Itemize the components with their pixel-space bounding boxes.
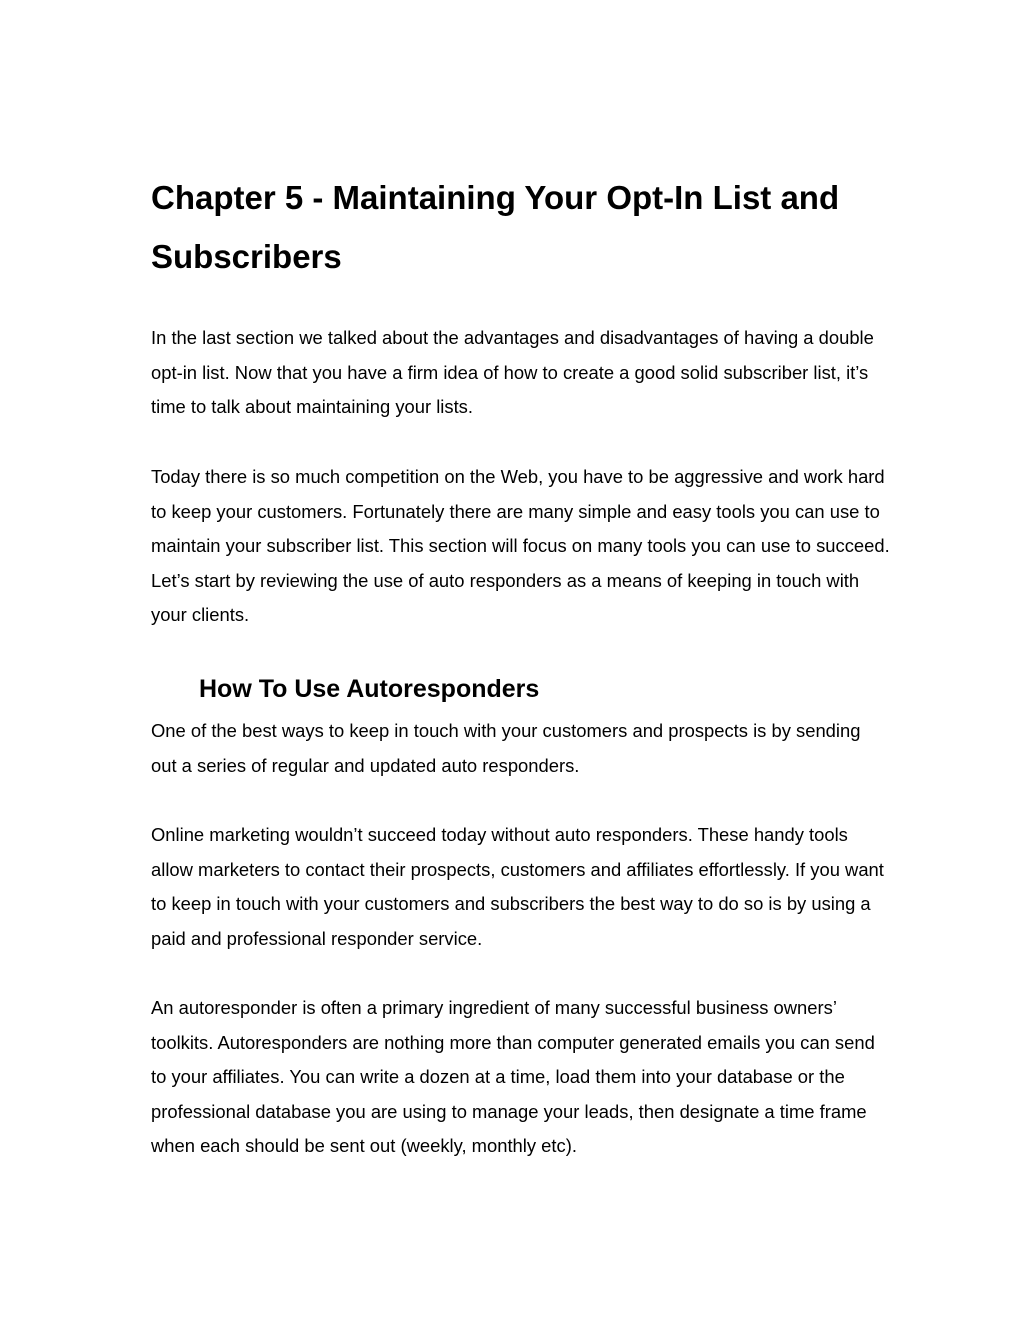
section-paragraph-3: An autoresponder is often a primary ingredient of many successful business owners’ toolkits. Autoresponders are nothing more than computer generated emails you can send to your affiliates. You can write a dozen at a time, load them into your database or the professional database you are using to manage your leads, then designate a time frame when each should be sent out (weekly, monthly etc). (151, 997, 875, 1157)
chapter-title: Chapter 5 - Maintaining Your Opt-In List and Subscribers (151, 179, 840, 275)
section-heading: How To Use Autoresponders (199, 675, 540, 703)
section-paragraph-2: Online marketing wouldn’t succeed today without auto responders. These handy tools allow marketers to contact their prospects, customers and affiliates effortlessly. If you want to keep in touch with your customers and subscribers the best way to do so is by using a paid and professional responder service. (151, 824, 884, 949)
section-paragraph-1: One of the best ways to keep in touch with your customers and prospects is by sending out a series of regular and updated auto responders. (151, 720, 861, 776)
intro-paragraph-1: In the last section we talked about the advantages and disadvantages of having a double opt-in list. Now that you have a firm idea of how to create a good solid subscriber list, it’s time to talk about maintaining your lists. (151, 327, 874, 418)
intro-paragraph-2: Today there is so much competition on the Web, you have to be aggressive and work hard to keep your customers. Fortunately there are many simple and easy tools you can use to maintain your subscriber list. This section will focus on many tools you can use to succeed. Let’s start by reviewing the use of auto responders as a means of keeping in touch with your clients. (151, 466, 890, 626)
